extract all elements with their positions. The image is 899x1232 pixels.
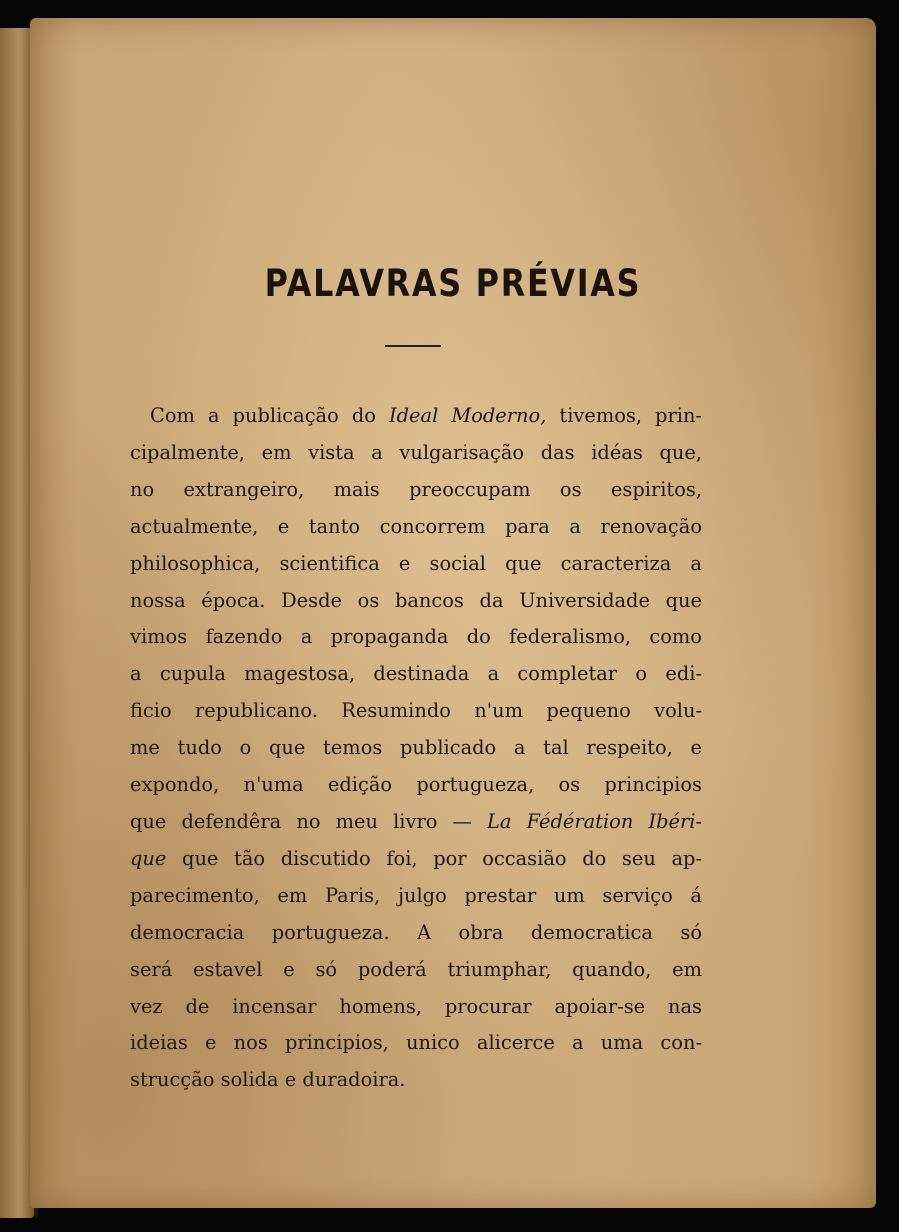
book-title-ideal-moderno: Ideal Moderno, [388, 404, 547, 427]
paragraph-line: que que tão discutido foi, por occasião do seu ap- [130, 846, 702, 870]
page-heading: PALAVRAS PRÉVIAS [264, 262, 642, 305]
paragraph-line: será estavel e só poderá triumphar, quando, em [130, 957, 702, 981]
paragraph-line: democracia portugueza. A obra democratica só [130, 920, 702, 944]
paragraph-line: parecimento, em Paris, julgo prestar um serviço á [130, 883, 702, 907]
paragraph-line: actualmente, e tanto concorrem para a renovação [130, 514, 702, 538]
paragraph-line: ideias e nos principios, unico alicerce a uma con- [130, 1031, 702, 1055]
paragraph-line: no extrangeiro, mais preoccupam os espiritos, [130, 477, 702, 501]
paragraph-line: philosophica, scientifica e social que caracteriza a [130, 551, 702, 575]
paragraph-line: expondo, n'uma edição portugueza, os principios [130, 773, 702, 797]
paragraph-line: cipalmente, em vista a vulgarisação das idéas que, [130, 440, 702, 464]
paragraph-line: vimos fazendo a propaganda do federalismo, como [130, 625, 702, 649]
paragraph-line: ficio republicano. Resumindo n'um pequeno volu- [130, 699, 702, 723]
book-title-continuation: que [130, 846, 167, 870]
paragraph-line: nossa época. Desde os bancos da Universidade que [130, 588, 702, 612]
paragraph-line: me tudo o que temos publicado a tal respeito, e [130, 736, 702, 760]
paragraph-line: vez de incensar homens, procurar apoiar-se nas [130, 994, 702, 1018]
paragraph-line: que defendêra no meu livro — La Fédération Ibéri- [130, 809, 703, 833]
book-title-federation-iberique: La Fédération Ibéri- [487, 809, 703, 833]
heading-divider [385, 345, 441, 347]
body-paragraph [130, 398, 702, 1099]
paragraph-line: a cupula magestosa, destinada a completar o edi- [130, 662, 702, 686]
paragraph-line: Com a publicação do Ideal Moderno, tivemos, prin- [150, 404, 702, 427]
paragraph-line: strucção solida e duradoira. [130, 1068, 406, 1092]
book-page [30, 18, 876, 1208]
